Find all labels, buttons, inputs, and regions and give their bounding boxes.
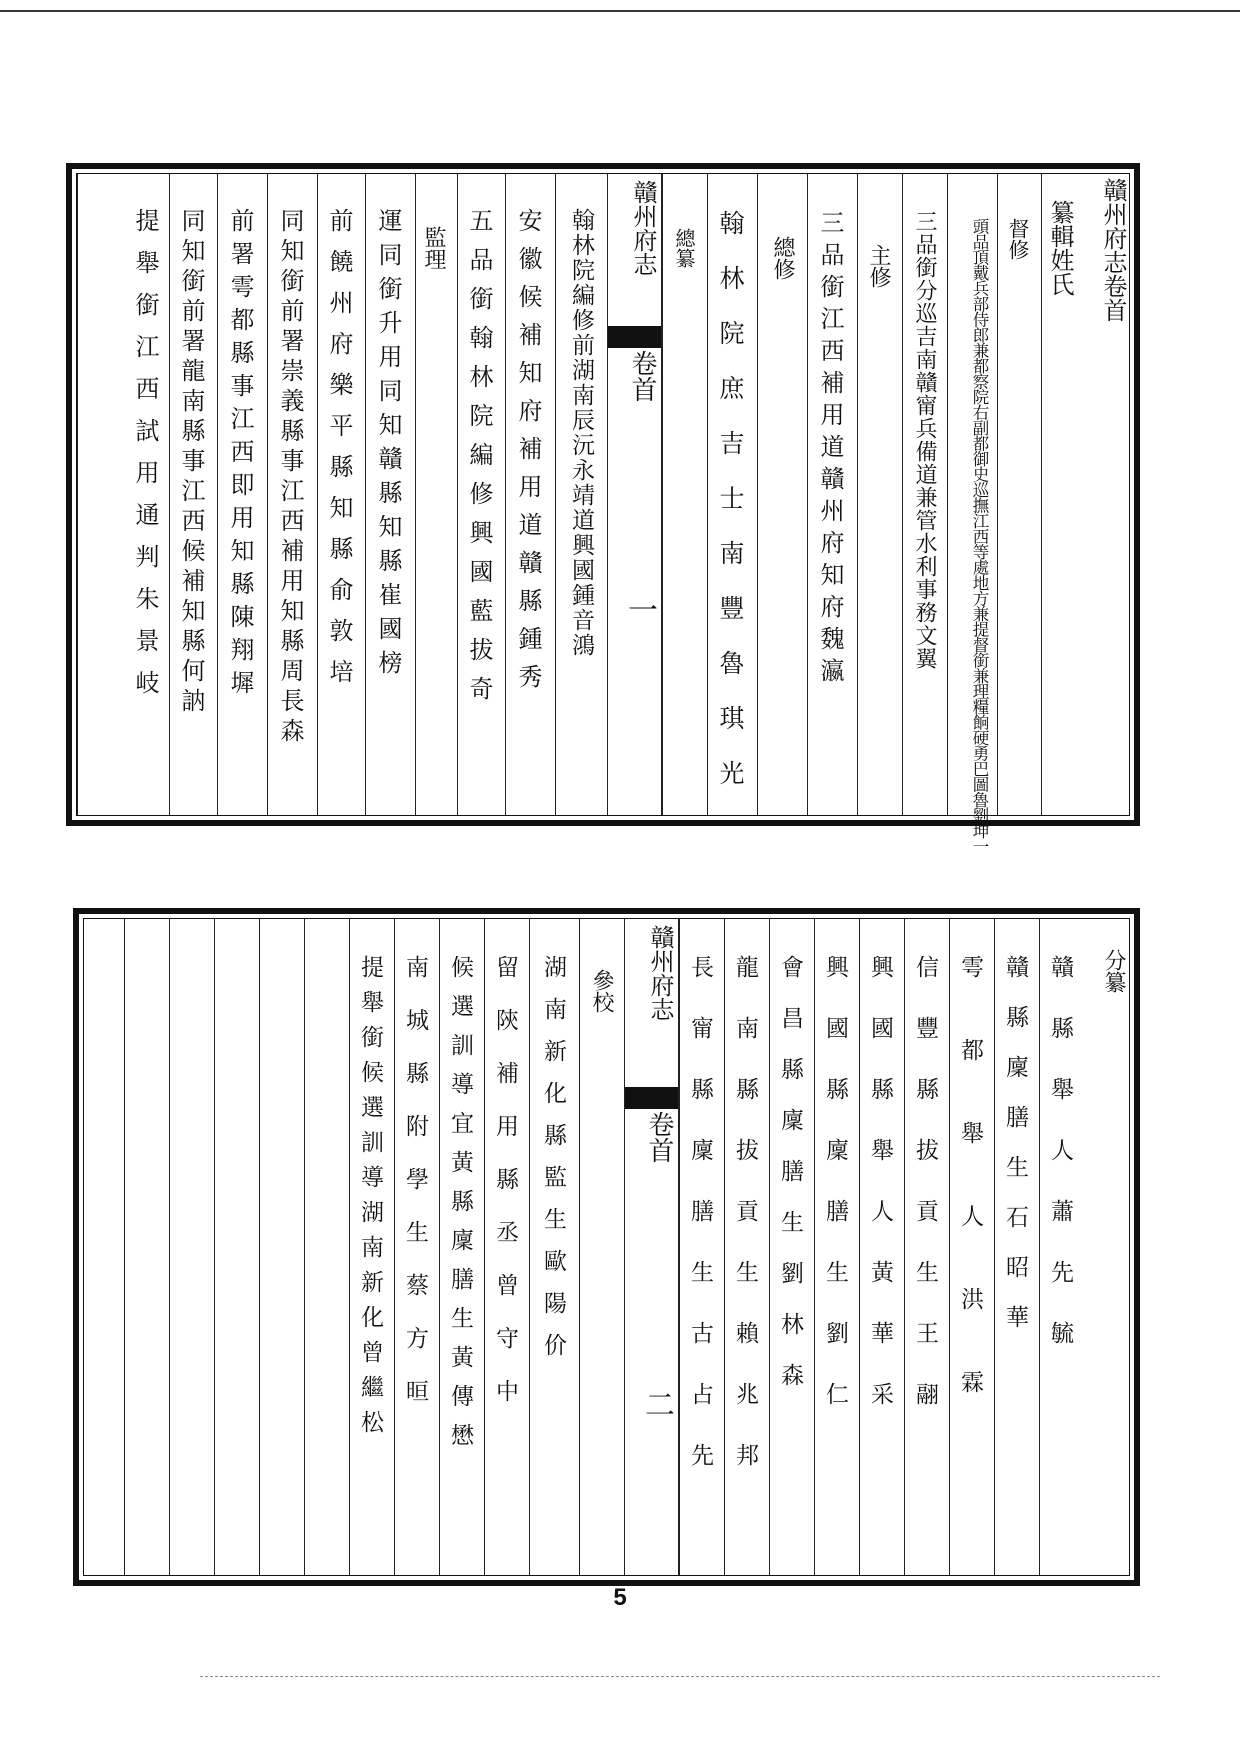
column-text: 留陝補用縣丞曾守中 [492, 955, 518, 1432]
bottom-panel [73, 908, 1140, 1586]
column-text: 贛縣舉人蕭先毓 [1047, 955, 1073, 1382]
top-col-14 [365, 174, 415, 815]
bottom-col-8 [724, 919, 769, 1575]
column-text: 總修 [770, 236, 795, 280]
top-col-6 [807, 174, 857, 815]
fold-text: 卷首 [644, 1111, 674, 1163]
top-fold [607, 174, 662, 815]
bottom-col-4 [904, 919, 949, 1575]
column-text: 信豐縣拔貢生王翮 [912, 955, 938, 1443]
column-text: 贛縣廩膳生石昭華 [1002, 955, 1028, 1355]
bottom-col-1 [1039, 919, 1084, 1575]
bottom-col-5 [859, 919, 904, 1575]
bottom-col-10 [579, 919, 624, 1575]
top-col-11 [505, 174, 555, 815]
column-text: 參校 [589, 969, 614, 1013]
bottom-fold-black-mark [625, 1087, 678, 1109]
column-text: 提舉銜候選訓導湖南新化曾繼松 [357, 955, 383, 1445]
column-text: 頭品頂戴兵部侍郎兼都察院右副都御史巡撫江西等處地方兼提督銜兼理糧餉硬勇巴圖魯劉坤一 [970, 218, 989, 854]
column-text: 三品銜江西補用道贛州府知府魏瀛 [816, 210, 844, 690]
top-col-7 [757, 174, 807, 815]
top-col-8 [707, 174, 757, 815]
bottom-dotted-rule [200, 1676, 1160, 1677]
bottom-col-empty-5 [124, 919, 169, 1575]
column-text: 三品銜分巡吉南贛甯兵備道兼管水利事務文翼 [912, 210, 937, 670]
bottom-col-15 [349, 919, 394, 1575]
bottom-col-11 [529, 919, 579, 1575]
column-text: 同知銜前署崇義縣事江西補用知縣周長森 [276, 208, 304, 748]
column-text: 龍南縣拔貢生賴兆邦 [732, 955, 758, 1504]
top-col-12 [457, 174, 505, 815]
bottom-col-13 [439, 919, 484, 1575]
top-col-13 [415, 174, 457, 815]
bottom-col-empty-3 [214, 919, 259, 1575]
top-col-4 [902, 174, 947, 815]
bottom-col-6 [814, 919, 859, 1575]
column-text: 前署雩都縣事江西即用知縣陳翔墀 [226, 208, 254, 703]
column-text: 興國縣廩膳生劉仁 [822, 955, 848, 1443]
column-text: 同知銜前署龍南縣事江西候補知縣何訥 [177, 208, 205, 718]
top-col-9 [662, 174, 707, 815]
bottom-col-7 [769, 919, 814, 1575]
bottom-col-2 [994, 919, 1039, 1575]
top-col-0 [1086, 174, 1141, 815]
fold-text: 二 [639, 1389, 674, 1419]
column-text: 監理 [421, 226, 446, 270]
top-rule [0, 10, 1240, 12]
top-col-19 [77, 174, 169, 815]
bottom-fold [624, 919, 679, 1575]
top-col-3 [947, 174, 997, 854]
column-text: 分纂 [1101, 949, 1126, 993]
column-text: 湖南新化縣監生歐陽价 [540, 955, 566, 1375]
bottom-col-empty-4 [169, 919, 214, 1575]
column-text: 安徽候補知府補用道贛縣鍾秀 [514, 208, 542, 702]
column-text: 主修 [866, 244, 891, 288]
column-text: 運同銜升用同知贛縣知縣崔國榜 [374, 208, 402, 684]
column-text: 督修 [1006, 218, 1030, 260]
top-col-2 [997, 174, 1041, 815]
top-col-17 [217, 174, 267, 815]
column-text: 翰林院編修前湖南辰沅永靖道興國鍾音鴻 [568, 208, 594, 658]
column-text: 翰林院庶吉士南豐魯琪光 [716, 210, 745, 815]
fold-text: 一 [622, 594, 657, 624]
bottom-col-3 [949, 919, 994, 1575]
column-text: 興國縣舉人黃華采 [867, 955, 893, 1443]
top-header: 贛州府志卷首 [1099, 178, 1127, 322]
fold-text: 贛州府志 [629, 180, 657, 276]
column-text: 總纂 [672, 228, 696, 268]
bottom-col-14 [394, 919, 439, 1575]
column-text: 提舉銜江西試用通判朱景岐 [131, 208, 159, 712]
top-col-10 [555, 174, 607, 815]
fold-text: 贛州府志 [646, 925, 674, 1021]
bottom-col-12 [484, 919, 529, 1575]
column-text: 長甯縣廩膳生古占先 [687, 955, 713, 1504]
column-text: 南城縣附學生蔡方晅 [402, 955, 428, 1432]
top-col-5 [857, 174, 902, 815]
bottom-col-empty-2 [259, 919, 304, 1575]
column-text: 雩都舉人洪霖 [957, 955, 983, 1453]
column-text: 五品銜翰林院編修興國藍拔奇 [465, 208, 493, 715]
top-col-15 [317, 174, 365, 815]
column-text: 會昌縣廩膳生劉林森 [777, 955, 803, 1414]
page-number: 5 [613, 1584, 627, 1611]
top-col-16 [267, 174, 317, 815]
top-col-18 [169, 174, 217, 815]
fold-text: 卷首 [627, 350, 657, 402]
column-text: 纂輯姓氏 [1046, 200, 1074, 296]
top-col-1 [1041, 174, 1086, 815]
top-panel [66, 163, 1140, 854]
top-fold-black-mark [608, 326, 661, 348]
bottom-col-empty-1 [304, 919, 349, 1575]
column-text: 前饒州府樂平縣知縣俞敦培 [325, 208, 353, 700]
bottom-col-9 [679, 919, 724, 1575]
column-text: 候選訓導宜黃縣廩膳生黃傳懋 [447, 955, 473, 1462]
bottom-col-0 [1084, 919, 1141, 1575]
